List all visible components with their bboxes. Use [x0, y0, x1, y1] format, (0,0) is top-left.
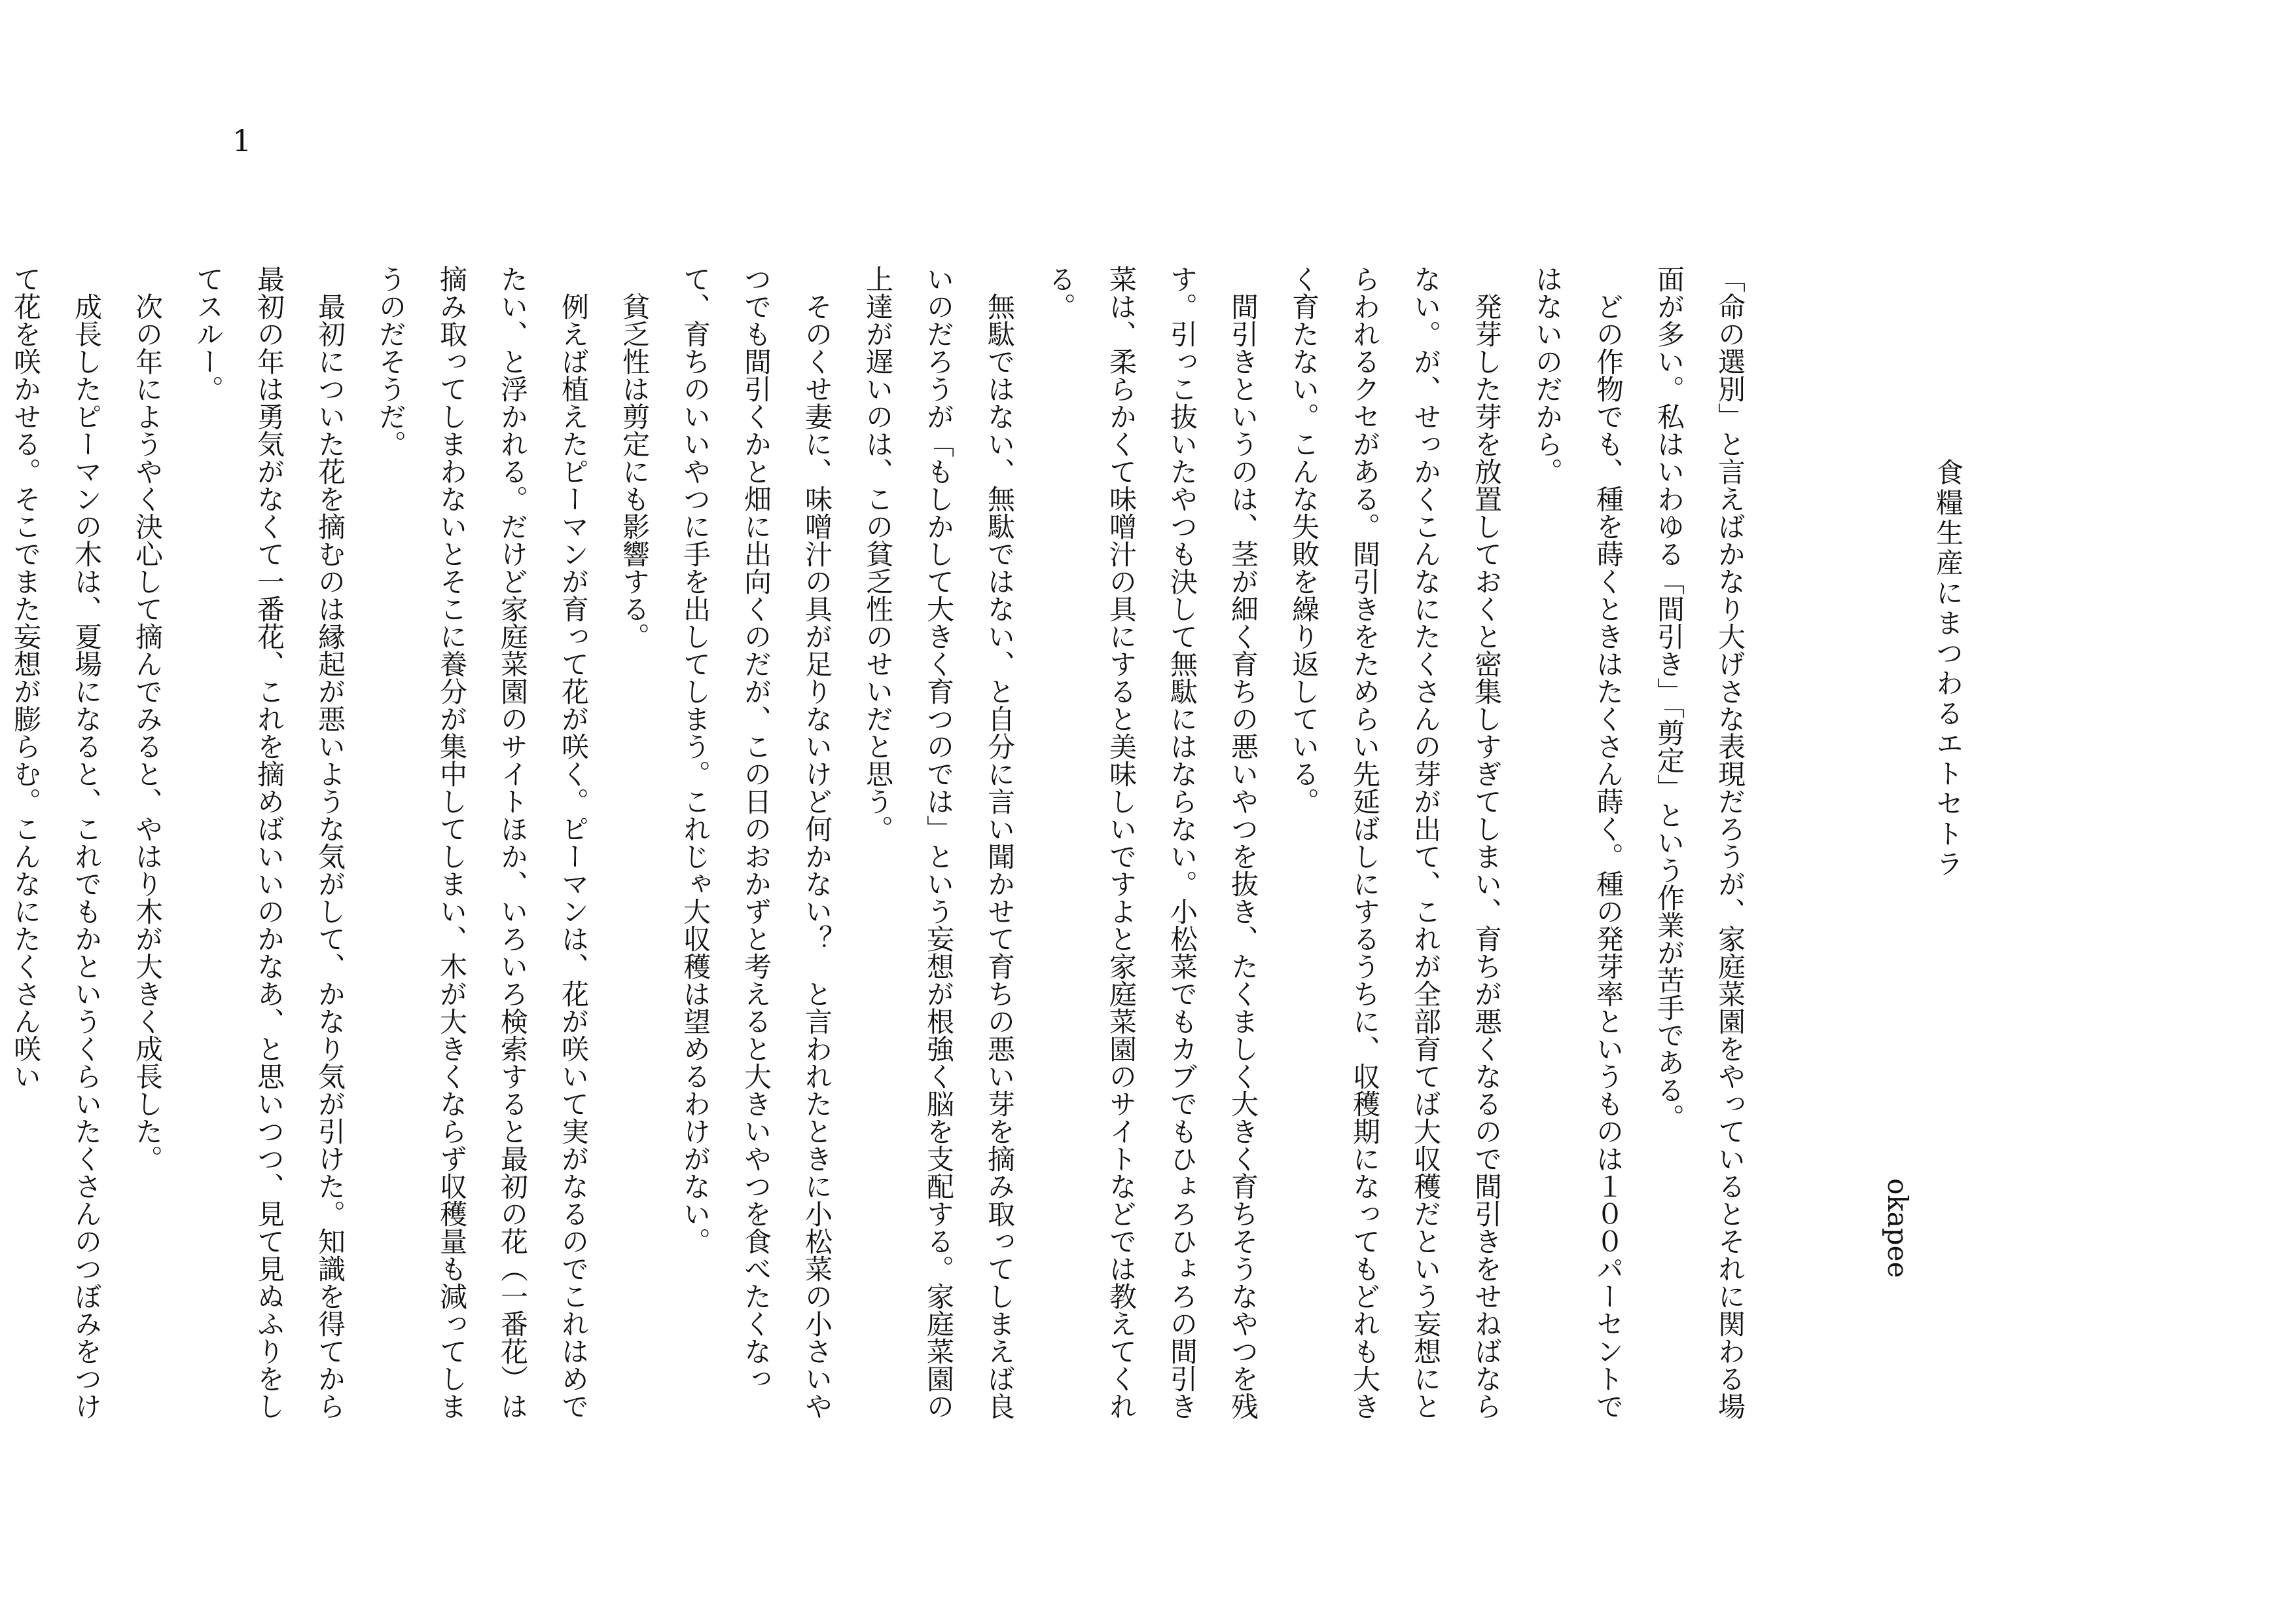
paragraph: 成長したピーマンの木は、夏場になると、これでもかというくらいたくさんのつぼみをつけて花を咲かせる。そこでまた妄想が膨らむ。こんなにたくさん咲い: [10, 265, 103, 1420]
paragraph: 次の年にようやく決心して摘んでみると、やはり木が大きく成長した。: [132, 293, 164, 1172]
paragraph: 「命の選別」と言えばかなり大げさな表現だろうが、家庭菜園をやっているとそれに関わる場面が多い。私はいわゆる「間引き」「剪定」という作業が苦手である。: [1653, 265, 1746, 1420]
paragraph: 最初についた花を摘むのは縁起が悪いような気がして、かなり気が引けた。知識を得てから最初の年は勇気がなくて一番花、これを摘めばいいのかなあ、と思いつつ、見て見ぬふりをしてスルー。: [192, 265, 346, 1420]
paragraph: 無駄ではない、無駄ではない、と自分に言い聞かせて育ちの悪い芽を摘み取ってしまえば良いのだろうが「もしかして大きく育つのでは」という妄想が根強く脳を支配する。家庭菜園の上達が遅いのは、この貧乏性のせいだと思う。: [862, 265, 1016, 1420]
body-text: [10, 265, 1761, 1424]
paragraph: 間引きというのは、茎が細く育ちの悪いやつを抜き、たくましく大きく育ちそうなやつを残す。引っこ抜いたやつも決して無駄にはならない。小松菜でもカブでもひょろひょろの間引き菜は、柔らかくて味噌汁の具にすると美味しいですよと家庭菜園のサイトなどでは教えてくれる。: [1045, 265, 1259, 1420]
author-name: okapee: [1882, 1178, 1914, 1278]
paragraph: 貧乏性は剪定にも影響する。: [619, 293, 651, 650]
page-number: 1: [232, 123, 252, 158]
paragraph: 例えば植えたピーマンが育って花が咲く。ピーマンは、花が咲いて実がなるのでこれはめでたい、と浮かれる。だけど家庭菜園のサイトほか、いろいろ検索すると最初の花（一番花）は摘み取ってしまわないとそこに養分が集中してしまい、木が大きくならず収穫量も減ってしまうのだそうだ。: [375, 265, 590, 1420]
paragraph: どの作物でも、種を蒔くときはたくさん蒔く。種の発芽率というものは１００パーセントではないのだから。: [1532, 265, 1624, 1420]
paragraph: そのくせ妻に、味噌汁の具が足りないけど何かない？ と言われたときに小松菜の小さいやつでも間引くかと畑に出向くのだが、この日のおかずと考えると大きいやつを食べたくなって、育ちのいいやつに手を出してしまう。これじゃ大収穫は望めるわけがない。: [679, 265, 833, 1420]
paragraph: 発芽した芽を放置しておくと密集しすぎてしまい、育ちが悪くなるので間引きをせねばならない。が、せっかくこんなにたくさんの芽が出て、これが全部育てば大収穫だという妄想にとらわれるクセがある。間引きをためらい先延ばしにするうちに、収穫期になってもどれも大きく育たない。こんな失敗を繰り返している。: [1288, 265, 1503, 1420]
document-title: 食糧生産にまつわるエトセトラ: [1932, 458, 1964, 880]
